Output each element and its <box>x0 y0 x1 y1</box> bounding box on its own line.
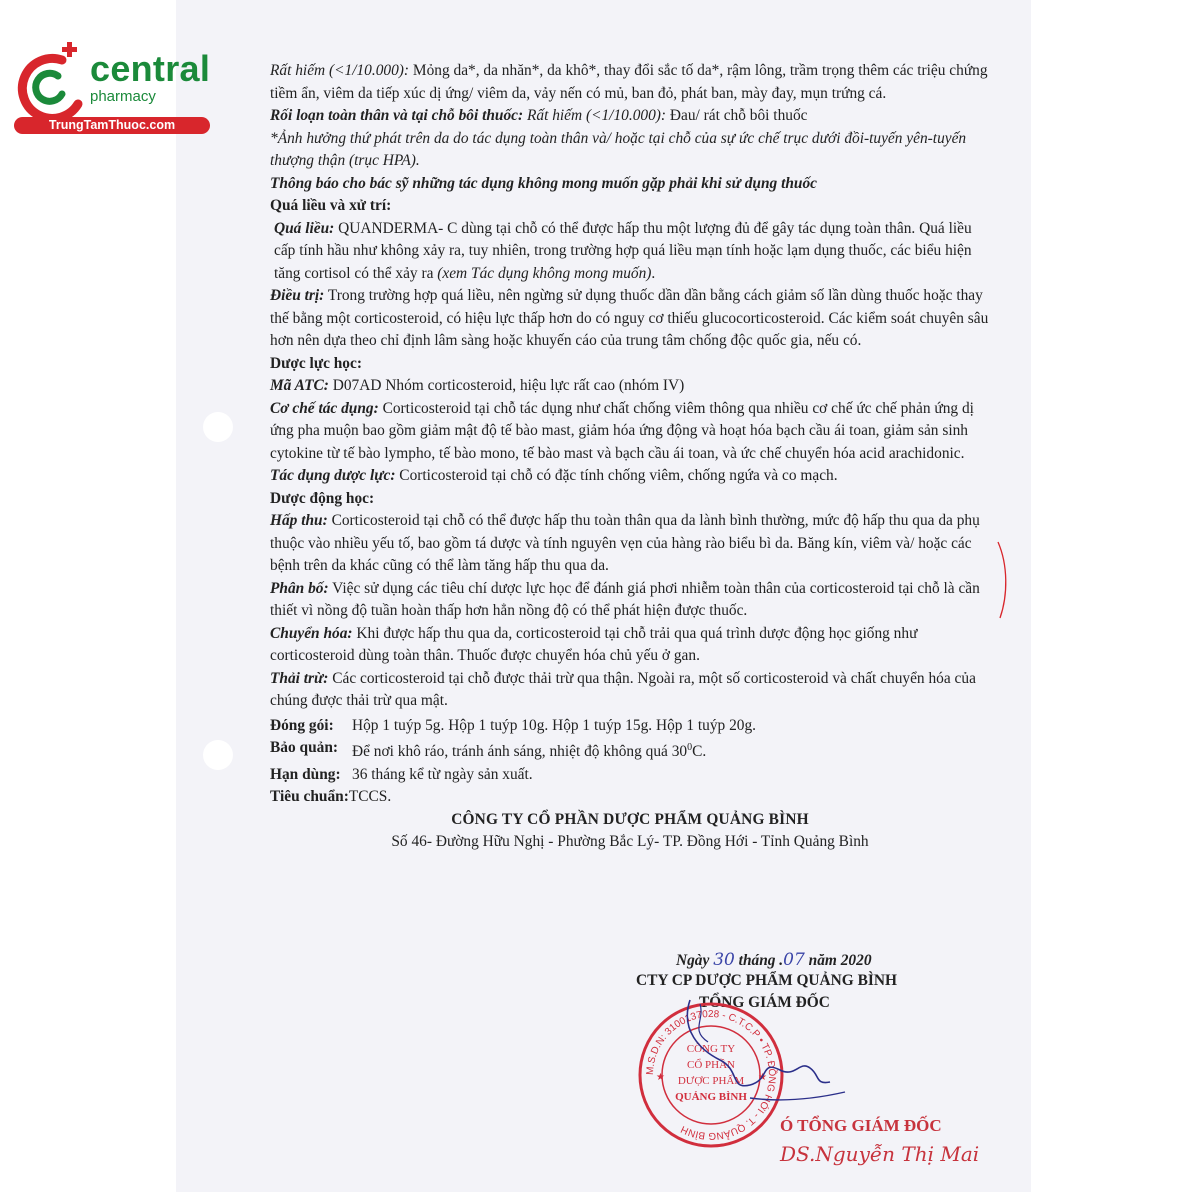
heading-overdose: Quá liều và xử trí: <box>270 197 392 214</box>
excretion-label: Thải trừ: <box>270 669 329 687</box>
atc-label: Mã ATC: <box>270 377 329 394</box>
logo-brand: central <box>90 48 211 89</box>
mechanism-text: Corticosteroid tại chỗ tác dụng như chất chống viêm thông qua nhiều cơ chế ức chế phản ứng dị ứng pha muộn bao gồm giảm mật độ tế bào mast, giảm hóa ứng động và hoạt hóa bạch cầu ái toan, giảm sản sinh cytokine từ tế bào lympho, tế bào mono, tế bào mast và bạch cầu ái toan, và ức chế chuyển hóa acid arachidonic. <box>270 399 974 462</box>
overdose-ref: (xem Tác dụng không mong muốn) <box>433 264 652 282</box>
effect-label: Tác dụng dược lực: <box>270 467 396 484</box>
company-name: CÔNG TY CỔ PHẦN DƯỢC PHẨM QUẢNG BÌNH <box>451 810 809 828</box>
metabolism-text: Khi được hấp thu qua da, corticosteroid tại chỗ trải qua quá trình dược động học giống như corticosteroid dùng toàn thân. Thuốc được chuyển hóa chủ yếu ở gan. <box>270 624 918 664</box>
treatment-text: Trong trường hợp quá liều, nên ngừng sử dụng thuốc dần dần bằng cách giảm số lần dùng thuốc hoặc thay thế bằng một corticosteroid, có hiệu lực thấp hơn do có nguy cơ thiếu glucocorticosteroid. Các kiểm soát chuyên sâu hơn nên dựa theo chỉ định lâm sàng hoặc khuyến cáo của trung tâm chống độc quốc gia, nếu có. <box>270 287 989 349</box>
heading-pharmacokinetics: Dược động học: <box>270 489 375 507</box>
standard-text: TCCS. <box>348 788 392 806</box>
hpa-note: *Ảnh hưởng thứ phát trên da do tác dụng toàn thân và/ hoặc tại chỗ của sự ức chế trục dưới đồi-tuyến yên-tuyến thượng thận (trục HPA). <box>270 129 967 169</box>
date-mid: tháng . <box>734 952 784 969</box>
overdose-paragraph <box>270 218 990 286</box>
storage-body: Để nơi khô ráo, tránh ánh sáng, nhiệt độ không quá 30 <box>352 743 688 761</box>
standard-row <box>270 786 990 809</box>
rare-label: Rất hiếm (<1/10.000): <box>270 62 410 79</box>
storage-text <box>352 737 706 764</box>
stamp-line: QUẢNG BÌNH <box>675 1091 747 1103</box>
stamp-ring-text: M.S.D.N: 3100137028 - C.T.C.P • TP. ĐỒNG HỚI - T. QUẢNG BÌNH <box>644 1008 778 1142</box>
logo-subtitle: pharmacy <box>90 88 156 105</box>
margin-mark-icon <box>996 540 1010 620</box>
stamp-star-icon: ★ <box>656 1072 665 1083</box>
deputy-title: Ó TỔNG GIÁM ĐỐC <box>780 1116 942 1135</box>
mechanism-label: Cơ chế tác dụng: <box>270 399 379 417</box>
rare-text: Mỏng da*, da nhăn*, da khô*, thay đổi sắc tố da*, rậm lông, trầm trọng thêm các triệu chứng tiềm ẩn, viêm da tiếp xúc dị ứng/ viêm da, vảy nến có mủ, ban đỏ, phát ban, mày đay, mụn trứng cá. <box>270 62 988 102</box>
treatment-paragraph <box>270 285 990 353</box>
systemic-frequency: Rất hiếm (<1/10.000): <box>523 107 667 124</box>
metabolism-paragraph <box>270 623 990 668</box>
absorption-paragraph <box>270 510 990 578</box>
shelf-life-row <box>270 764 990 787</box>
punch-hole <box>203 412 233 442</box>
date-day: 30 <box>713 950 735 970</box>
punch-hole <box>203 740 233 770</box>
storage-label: Bảo quản: <box>270 739 339 756</box>
stamp-star-icon: ★ <box>758 1072 767 1083</box>
stamp-line: CỔ PHẦN <box>687 1059 735 1071</box>
shelf-life-text: 36 tháng kể từ ngày sản xuất. <box>352 765 533 783</box>
absorption-text: Corticosteroid tại chỗ có thể được hấp thu toàn thân qua da lành bình thường, mức độ hấp thu qua da phụ thuộc vào nhiều yếu tố, bao gồm tá dược và tính nguyên vẹn của hàng rào biểu bì da. Băng kín, viêm và/ hoặc các bệnh trên da khác cũng có thể làm tăng hấp thu qua da. <box>270 512 980 574</box>
logo-site: TrungTamThuoc.com <box>14 117 210 134</box>
overdose-label: Quá liều: <box>274 219 335 237</box>
packaging-text: Hộp 1 tuýp 5g. Hộp 1 tuýp 10g. Hộp 1 tuýp 15g. Hộp 1 tuýp 20g. <box>352 716 757 734</box>
absorption-label: Hấp thu: <box>270 512 328 529</box>
shelf-life-label: Hạn dùng: <box>270 765 341 783</box>
effect-paragraph <box>270 465 990 488</box>
rare-effects-paragraph <box>270 60 990 105</box>
date-suffix: năm 2020 <box>804 952 872 969</box>
notify-doctor-note: Thông báo cho bác sỹ những tác dụng không mong muốn gặp phải khi sử dụng thuốc <box>270 174 817 192</box>
mechanism-paragraph <box>270 398 990 466</box>
handwritten-signature <box>660 990 850 1120</box>
date-month: 07 <box>783 950 805 970</box>
excretion-paragraph <box>270 668 990 713</box>
signer-company: CTY CP DƯỢC PHẨM QUẢNG BÌNH <box>636 972 897 989</box>
overdose-end: . <box>651 264 656 282</box>
metabolism-label: Chuyển hóa: <box>270 624 353 642</box>
overdose-text: QUANDERMA- C dùng tại chỗ có thể được hấp thu một lượng đủ để gây tác dụng toàn thân. Quá liều cấp tính hầu như không xảy ra, tuy nhiên, trong trường hợp quá liều mạn tính hoặc lạm dụng thuốc, các biểu hiện tăng cortisol có thể xảy ra <box>274 219 972 282</box>
packaging-label: Đóng gói: <box>270 716 334 734</box>
atc-paragraph <box>270 375 990 398</box>
distribution-label: Phân bố: <box>270 579 329 597</box>
systemic-label: Rối loạn toàn thân và tại chỗ bôi thuốc: <box>270 107 524 124</box>
packaging-row <box>270 715 990 738</box>
signer-title: TỔNG GIÁM ĐỐC <box>699 994 830 1011</box>
signature-date <box>676 950 872 970</box>
company-address: Số 46- Đường Hữu Nghị - Phường Bắc Lý- TP. Đồng Hới - Tỉnh Quảng Bình <box>391 833 869 851</box>
stamp-line: CÔNG TY <box>686 1043 736 1055</box>
storage-row <box>270 737 990 764</box>
systemic-paragraph <box>270 105 990 128</box>
signer-name: DS.Nguyễn Thị Mai <box>780 1142 980 1166</box>
distribution-paragraph <box>270 578 990 623</box>
document-body <box>270 60 990 854</box>
storage-unit: C. <box>692 743 707 761</box>
atc-text: D07AD Nhóm corticosteroid, hiệu lực rất cao (nhóm IV) <box>328 377 685 394</box>
storage-degree: 0 <box>687 742 693 753</box>
systemic-text: Đau/ rát chỗ bôi thuốc <box>666 107 808 124</box>
heading-pharmacodynamics: Dược lực học: <box>270 354 362 372</box>
stamp-line: DƯỢC PHẨM <box>677 1075 745 1087</box>
effect-text: Corticosteroid tại chỗ có đặc tính chống viêm, chống ngứa và co mạch. <box>395 467 838 484</box>
date-prefix: Ngày <box>676 952 714 969</box>
treatment-label: Điều trị: <box>270 287 325 304</box>
standard-label: Tiêu chuẩn: <box>270 788 349 806</box>
excretion-text: Các corticosteroid tại chỗ được thải trừ qua thận. Ngoài ra, một số corticosteroid và chất chuyển hóa của chúng được thải trừ qua mật. <box>270 669 976 709</box>
distribution-text: Việc sử dụng các tiêu chí dược lực học để đánh giá phơi nhiễm toàn thân của corticosteroid tại chỗ là cần thiết vì nồng độ tuần hoàn thấp hơn hẳn nồng độ có thể phát hiện được thuốc. <box>270 579 980 619</box>
